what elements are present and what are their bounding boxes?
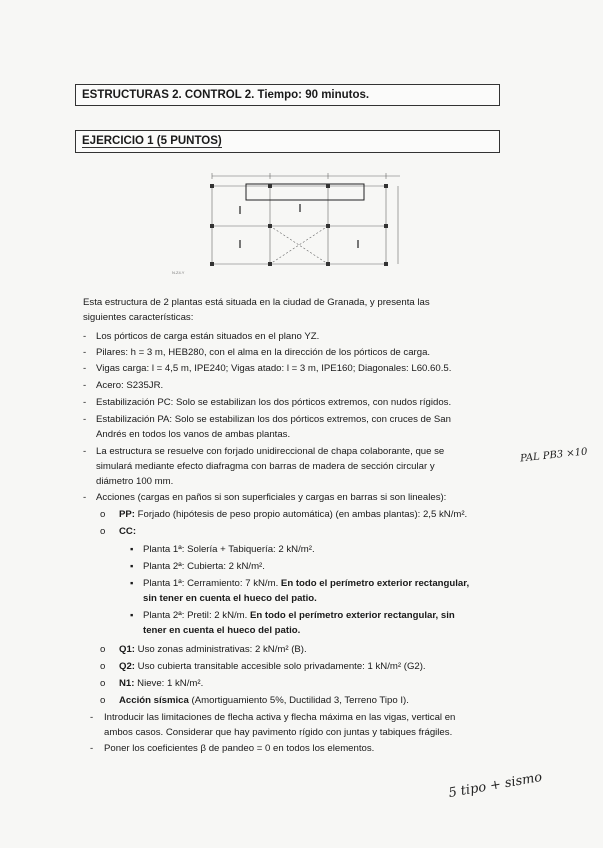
item-estab-pa-cont: Andrés en todos los vanos de ambas plantas. bbox=[96, 429, 291, 440]
handwritten-note-1: PAL PB3 ×10 bbox=[519, 446, 588, 465]
n1-line: N1: Nieve: 1 kN/m². bbox=[119, 678, 204, 689]
item-estab-pa: Estabilización PA: Solo se estabilizan los dos pórticos extremos, con cruces de San bbox=[96, 414, 451, 425]
cc-cerramiento-cont: sin tener en cuenta el hueco del patio. bbox=[143, 593, 317, 604]
cc-pretil-cont: tener en cuenta el hueco del patio. bbox=[143, 625, 301, 636]
tail-flecha: Introducir las limitaciones de flecha activa y flecha máxima en las vigas, vertical en bbox=[104, 712, 456, 723]
tail-pandeo: Poner los coeficientes β de pandeo = 0 en todos los elementos. bbox=[104, 743, 375, 754]
exam-title-box bbox=[75, 84, 500, 106]
item-vigas: Vigas carga: l = 4,5 m, IPE240; Vigas atado: l = 3 m, IPE160; Diagonales: L60.60.5. bbox=[96, 363, 452, 374]
item-forjado-cont2: diámetro 100 mm. bbox=[96, 476, 174, 487]
item-estab-pc: Estabilización PC: Solo se estabilizan los dos pórticos extremos, con nudos rígidos. bbox=[96, 397, 452, 408]
cc-label: CC: bbox=[119, 526, 137, 537]
pp-line: PP: Forjado (hipótesis de peso propio automática) (en ambas plantas): 2,5 kN/m². bbox=[119, 509, 468, 520]
cc-pretil: Planta 2ª: Pretil: 2 kN/m. En todo el perímetro exterior rectangular, sin bbox=[143, 610, 455, 621]
tail-flecha-cont: ambos casos. Considerar que hay pavimento rígido con juntas y tabiques frágiles. bbox=[104, 727, 453, 738]
cc-cerramiento: Planta 1ª: Cerramiento: 7 kN/m. En todo el perímetro exterior rectangular, bbox=[143, 578, 470, 589]
q2-line: Q2: Uso cubierta transitable accesible solo privadamente: 1 kN/m² (G2). bbox=[119, 661, 426, 672]
intro-line-1: Esta estructura de 2 plantas está situada en la ciudad de Granada, y presenta las bbox=[83, 297, 430, 308]
q1-line: Q1: Uso zonas administrativas: 2 kN/m² (B). bbox=[119, 644, 307, 655]
item-porticos: Los pórticos de carga están situados en el plano YZ. bbox=[96, 331, 320, 342]
exercise-title: EJERCICIO 1 (5 PUNTOS) bbox=[82, 135, 222, 147]
cc-planta2: Planta 2ª: Cubierta: 2 kN/m². bbox=[143, 561, 265, 572]
exercise-title-box bbox=[75, 130, 500, 153]
list-bullet: - bbox=[83, 331, 87, 342]
item-forjado: La estructura se resuelve con forjado unidireccional de chapa colaborante, que se bbox=[96, 446, 445, 457]
handwritten-note-2: 5 tipo + sismo bbox=[447, 769, 544, 802]
item-acero: Acero: S235JR. bbox=[96, 380, 164, 391]
item-pilares: Pilares: h = 3 m, HEB280, con el alma en la dirección de los pórticos de carga. bbox=[96, 347, 431, 358]
cc-planta1: Planta 1ª: Solería + Tabiquería: 2 kN/m². bbox=[143, 544, 315, 555]
sismo-line: Acción sísmica (Amortiguamiento 5%, Ductilidad 3, Terreno Tipo I). bbox=[119, 695, 409, 706]
figure-caption: N.Z4.Y bbox=[172, 270, 185, 275]
structure-plan-figure bbox=[170, 168, 410, 280]
exam-title: ESTRUCTURAS 2. CONTROL 2. Tiempo: 90 minutos. bbox=[82, 89, 370, 101]
item-acciones: Acciones (cargas en paños si son superficiales y cargas en barras si son lineales): bbox=[96, 492, 447, 503]
intro-line-2: siguientes características: bbox=[83, 312, 194, 323]
item-forjado-cont1: simulará mediante efecto diafragma con barras de madera de sección circular y bbox=[96, 461, 435, 472]
